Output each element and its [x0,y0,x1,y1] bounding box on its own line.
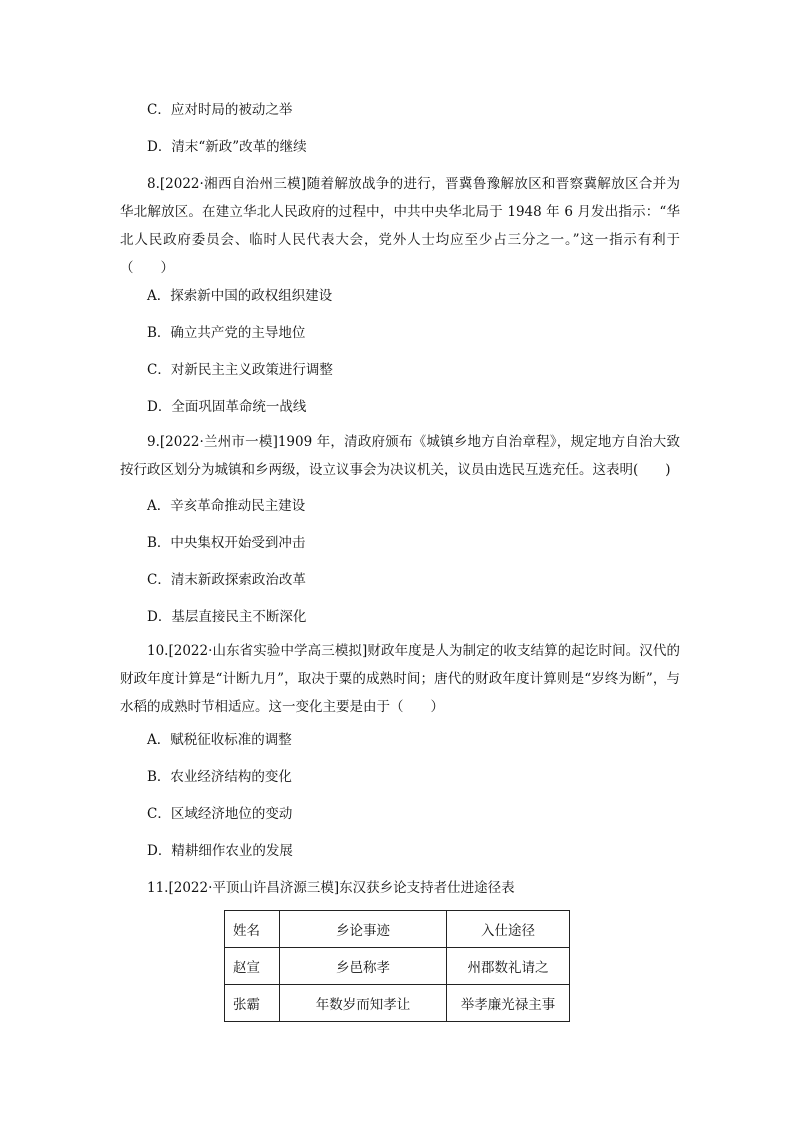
q10-stem: 10.[2022·山东省实验中学高三模拟]财政年度是人为制定的收支结算的起讫时间。汉代的财政年度计算是“计断九月”，取决于粟的成熟时间；唐代的财政年度计算则是“岁终为断”，与水稻的成熟时节相适应。这一变化主要是由于（ ） [120,643,680,715]
q11-stem: 11.[2022·平顶山许昌济源三模]东汉获乡论支持者仕进途径表 [147,880,515,896]
table-header-name: 姓名 [225,911,280,948]
q9-option-c: C．清末新政探索政治改革 [147,572,306,588]
q9-option-a: A．辛亥革命推动民主建设 [147,498,306,514]
q10-option-a: A．赋税征收标准的调整 [147,732,292,748]
table-header-row [225,911,570,948]
table-cell: 州郡数礼请之 [447,948,570,985]
table-cell: 年数岁而知孝让 [280,985,447,1022]
q10-option-d: D．精耕细作农业的发展 [147,843,293,859]
q10-option-b: B．农业经济结构的变化 [147,769,292,785]
table-row [225,985,570,1022]
table-cell: 赵宣 [225,948,280,985]
table-header-deeds: 乡论事迹 [280,911,447,948]
q7-option-c: C．应对时局的被动之举 [147,102,293,118]
q11-table [224,910,570,1022]
q8-option-c: C．对新民主主义政策进行调整 [147,362,333,378]
table-row [225,948,570,985]
table-cell: 乡邑称孝 [280,948,447,985]
q8-option-b: B．确立共产党的主导地位 [147,325,306,341]
q8-stem: 8.[2022·湘西自治州三模]随着解放战争的进行，晋冀鲁豫解放区和晋察冀解放区合并为华北解放区。在建立华北人民政府的过程中，中共中央华北局于 1948 年 6 月发出指示：“华北人民政府委员会、临时人民代表大会，党外人士均应至少占三分之一。”这一指示有利于（ ） [120,176,680,276]
q9-option-b: B．中央集权开始受到冲击 [147,535,306,551]
table-cell: 张霸 [225,985,280,1022]
q9-option-d: D．基层直接民主不断深化 [147,609,307,625]
q7-option-d: D．清末“新政”改革的继续 [147,139,307,155]
table-header-path: 入仕途径 [447,911,570,948]
q8-option-d: D．全面巩固革命统一战线 [147,399,307,415]
q8-option-a: A．探索新中国的政权组织建设 [147,288,333,304]
table-cell: 举孝廉光禄主事 [447,985,570,1022]
q10-option-c: C．区域经济地位的变动 [147,806,293,822]
q9-stem: 9.[2022·兰州市一模]1909 年，清政府颁布《城镇乡地方自治章程》，规定地方自治大致按行政区划分为城镇和乡两级，设立议事会为决议机关，议员由选民互选充任。这表明( ) [120,434,680,478]
